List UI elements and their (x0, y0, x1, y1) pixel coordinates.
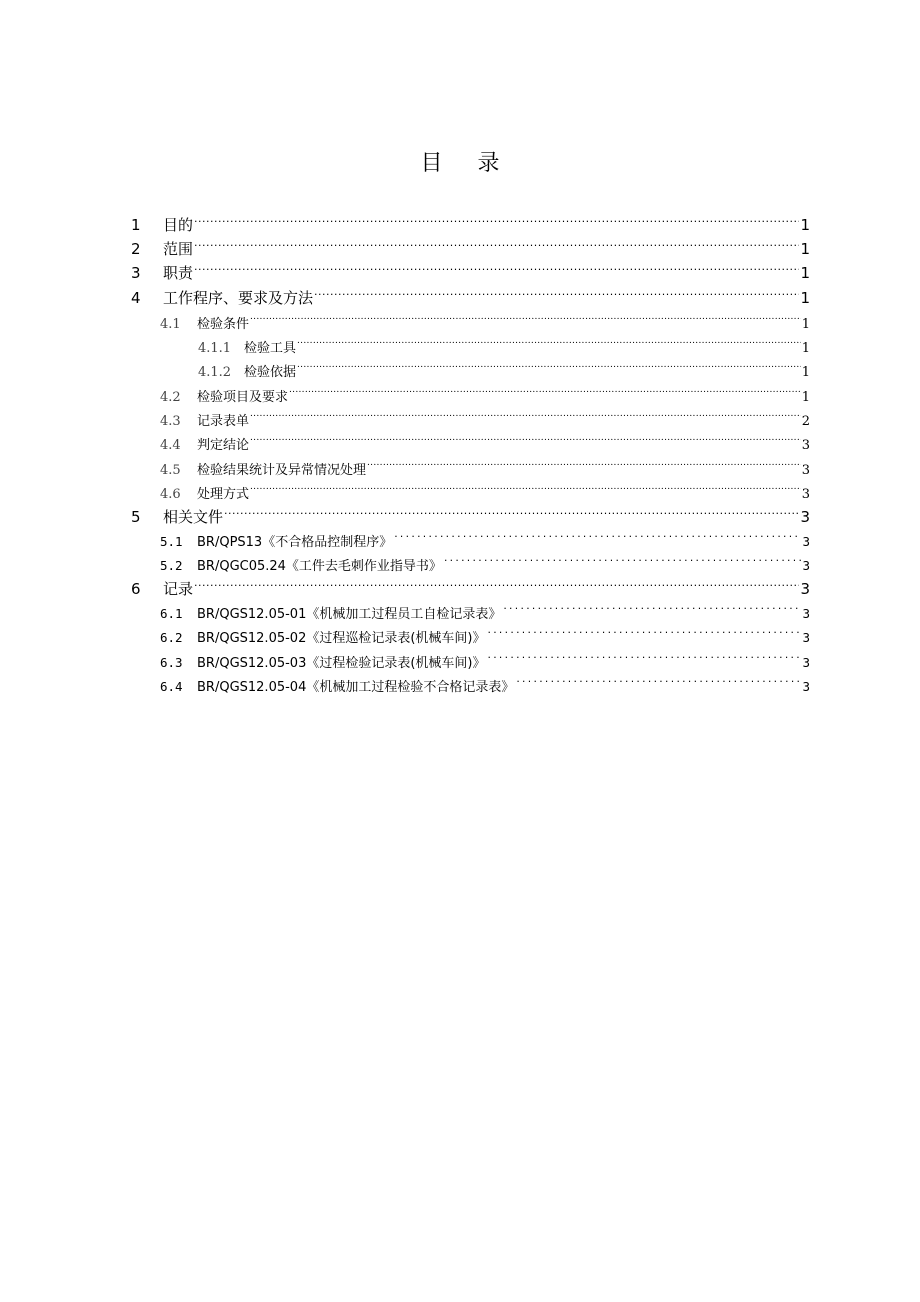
toc-leader-dots (194, 256, 799, 278)
toc-leader-dots (297, 354, 801, 376)
toc-entry-page: 3 (802, 655, 810, 670)
toc-leader-dots (250, 403, 801, 425)
toc-entry-number: 4 (131, 289, 141, 307)
toc-entry[interactable] (160, 524, 810, 550)
toc-leader-dots (289, 379, 801, 401)
toc-entry-label: BR/QGS12.05-02《过程巡检记录表(机械车间)》 (197, 631, 486, 646)
toc-entry[interactable] (160, 306, 810, 332)
toc-leader-dots (194, 208, 799, 230)
toc-entry-page: 1 (801, 365, 810, 380)
toc-entry-number: 4.2 (160, 390, 181, 405)
toc-entry-label: 检验结果统计及异常情况处理 (197, 463, 367, 478)
toc-entry[interactable] (160, 403, 810, 429)
toc-entry-number: 3 (131, 264, 141, 282)
toc-entry[interactable] (131, 500, 810, 526)
toc-entry-page: 3 (801, 438, 810, 453)
toc-entry-page: 1 (800, 289, 810, 307)
toc-leader-dots (194, 572, 799, 594)
toc-leader-dots (515, 669, 801, 691)
toc-entry-label: BR/QPS13《不合格品控制程序》 (197, 535, 393, 550)
toc-entry-label: 目的 (163, 216, 194, 234)
toc-entry-page: 1 (801, 390, 810, 405)
toc-leader-dots (486, 645, 801, 667)
toc-entry[interactable] (160, 548, 810, 574)
toc-leader-dots (314, 281, 799, 303)
toc-entry[interactable] (160, 427, 810, 453)
toc-entry-number: 4.3 (160, 414, 181, 429)
toc-entry-number: 6.1 (160, 606, 183, 621)
toc-entry-page: 2 (801, 414, 810, 429)
toc-entry-label: 处理方式 (197, 487, 250, 502)
toc-entry-page: 3 (800, 580, 810, 598)
toc-entry-label: 职责 (163, 264, 194, 282)
toc-entry-number: 4.1 (160, 317, 181, 332)
toc-leader-dots (502, 596, 801, 618)
toc-leader-dots (443, 548, 802, 570)
toc-entry-page: 3 (800, 508, 810, 526)
toc-entry-label: 相关文件 (163, 508, 224, 526)
toc-entry-page: 3 (802, 679, 810, 694)
toc-entry[interactable] (131, 208, 810, 234)
toc-leader-dots (224, 500, 799, 522)
toc-entry-number: 4.1.2 (198, 365, 232, 380)
toc-entry-page: 1 (800, 240, 810, 258)
toc-leader-dots (250, 427, 801, 449)
toc-entry-number: 5 (131, 508, 141, 526)
toc-entry[interactable] (198, 354, 810, 380)
toc-entry-number: 4.5 (160, 463, 181, 478)
toc-entry-number: 4.4 (160, 438, 181, 453)
toc-entry[interactable] (160, 620, 810, 646)
toc-entry-page: 3 (802, 558, 810, 573)
toc-entry-number: 6.2 (160, 630, 183, 645)
toc-entry-page: 1 (800, 264, 810, 282)
toc-entry-number: 2 (131, 240, 141, 258)
toc-entry[interactable] (131, 281, 810, 307)
toc-entry-page: 1 (801, 341, 810, 356)
toc-entry[interactable] (160, 669, 810, 695)
toc-leader-dots (486, 620, 801, 642)
toc-entry[interactable] (131, 232, 810, 258)
toc-entry-label: 检验工具 (244, 341, 297, 356)
toc-entry-number: 5.1 (160, 534, 183, 549)
toc-entry[interactable] (160, 452, 810, 478)
toc-entry-label: 记录表单 (197, 414, 250, 429)
toc-leader-dots (250, 476, 801, 498)
toc-entry-number: 4.6 (160, 487, 181, 502)
toc-entry[interactable] (160, 379, 810, 405)
toc-entry[interactable] (160, 645, 810, 671)
toc-entry-label: BR/QGS12.05-03《过程检验记录表(机械车间)》 (197, 656, 486, 671)
toc-entry-page: 3 (802, 630, 810, 645)
toc-entry[interactable] (160, 596, 810, 622)
toc-entry[interactable] (160, 476, 810, 502)
toc-entry-number: 6.4 (160, 679, 183, 694)
toc-leader-dots (393, 524, 801, 546)
toc-title: 目 录 (420, 151, 514, 176)
toc-leader-dots (367, 452, 801, 474)
toc-entry-page: 3 (801, 487, 810, 502)
toc-leader-dots (297, 330, 801, 352)
toc-entry[interactable] (131, 256, 810, 282)
toc-entry-label: 记录 (163, 580, 194, 598)
toc-entry-number: 6.3 (160, 655, 183, 670)
toc-entry-page: 3 (801, 463, 810, 478)
toc-entry-page: 3 (802, 534, 810, 549)
toc-entry-label: 检验依据 (244, 365, 297, 380)
toc-entry-label: BR/QGS12.05-01《机械加工过程员工自检记录表》 (197, 607, 502, 622)
toc-entry-number: 1 (131, 216, 141, 234)
toc-entry-number: 4.1.1 (198, 341, 232, 356)
toc-entry-number: 6 (131, 580, 141, 598)
toc-entry-label: BR/QGC05.24《工件去毛刺作业指导书》 (197, 559, 442, 574)
toc-entry-label: 检验条件 (197, 317, 250, 332)
toc-entry-label: BR/QGS12.05-04《机械加工过程检验不合格记录表》 (197, 680, 515, 695)
toc-entry-label: 范围 (163, 240, 194, 258)
toc-entry-label: 工作程序、要求及方法 (163, 289, 314, 307)
toc-entry-label: 判定结论 (197, 438, 250, 453)
toc-leader-dots (194, 232, 799, 254)
toc-entry-label: 检验项目及要求 (197, 390, 289, 405)
toc-entry[interactable] (131, 572, 810, 598)
toc-entry-page: 3 (802, 606, 810, 621)
toc-entry-page: 1 (800, 216, 810, 234)
toc-entry-page: 1 (801, 317, 810, 332)
toc-entry-number: 5.2 (160, 558, 183, 573)
toc-entry[interactable] (198, 330, 810, 356)
toc-leader-dots (250, 306, 801, 328)
